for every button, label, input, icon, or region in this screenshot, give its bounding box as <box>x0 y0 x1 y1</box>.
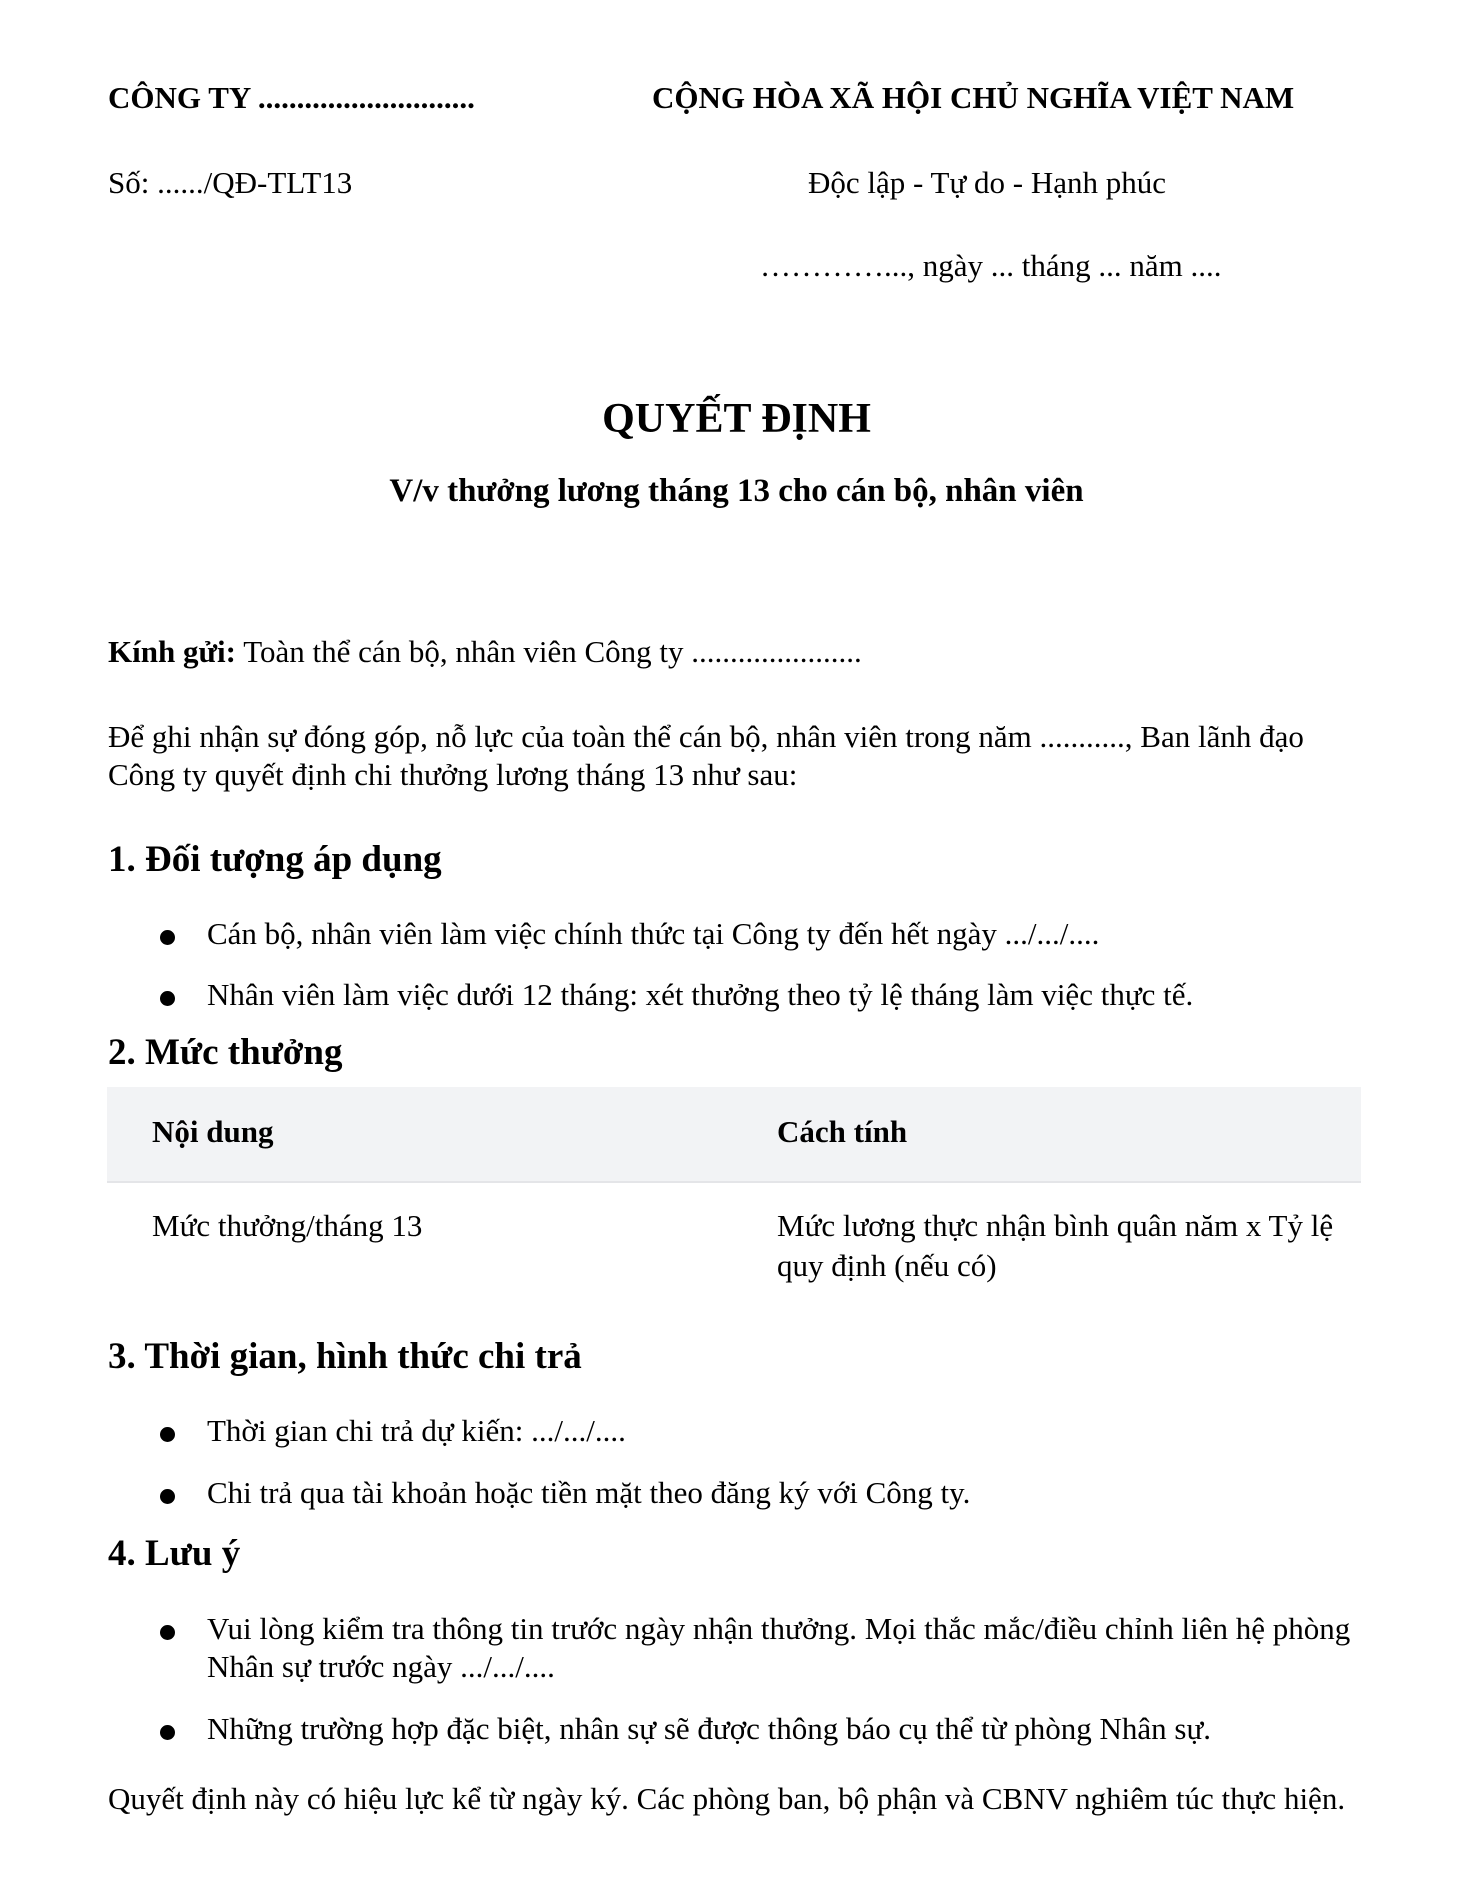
column-header-calculation: Cách tính <box>777 1114 908 1149</box>
section-heading-1: 1. Đối tượng áp dụng <box>108 839 442 880</box>
salutation <box>108 633 862 671</box>
section-heading-3: 3. Thời gian, hình thức chi trả <box>108 1336 582 1377</box>
salutation-text: Toàn thể cán bộ, nhân viên Công ty ...................... <box>236 634 862 669</box>
bullet-icon <box>160 991 175 1006</box>
document-number: Số: ....../QĐ-TLT13 <box>108 165 353 200</box>
document-title: QUYẾT ĐỊNH <box>602 396 871 442</box>
list-item-text: Chi trả qua tài khoản hoặc tiền mặt theo đăng ký với Công ty. <box>207 1475 971 1510</box>
national-title: CỘNG HÒA XÃ HỘI CHỦ NGHĨA VIỆT NAM <box>652 80 1295 115</box>
bullet-icon <box>160 1625 175 1640</box>
place-date-line: …………..., ngày ... tháng ... năm .... <box>760 248 1222 283</box>
column-header-content: Nội dung <box>152 1114 274 1149</box>
company-name: CÔNG TY ............................ <box>108 80 475 115</box>
closing-paragraph: Quyết định này có hiệu lực kể từ ngày ký. Các phòng ban, bộ phận và CBNV nghiêm túc thực hiện. <box>108 1781 1346 1816</box>
list-item-text: Nhân viên làm việc dưới 12 tháng: xét thưởng theo tỷ lệ tháng làm việc thực tế. <box>207 977 1194 1012</box>
table-header <box>107 1087 1361 1183</box>
list-item-text: Vui lòng kiểm tra thông tin trước ngày nhận thưởng. Mọi thắc mắc/điều chỉnh liên hệ phòng Nhân sự trước ngày .../.../.... <box>207 1611 1351 1684</box>
intro-paragraph: Để ghi nhận sự đóng góp, nỗ lực của toàn thể cán bộ, nhân viên trong năm ..........., Ban lãnh đạo Công ty quyết định chi thưởng lương tháng 13 như sau: <box>108 719 1304 792</box>
bullet-icon <box>160 1725 175 1740</box>
section-heading-2: 2. Mức thưởng <box>108 1032 343 1073</box>
document-subtitle: V/v thưởng lương tháng 13 cho cán bộ, nhân viên <box>389 473 1084 509</box>
list-item-text: Cán bộ, nhân viên làm việc chính thức tại Công ty đến hết ngày .../.../.... <box>207 916 1100 951</box>
national-motto: Độc lập - Tự do - Hạnh phúc <box>808 165 1166 200</box>
table-cell: Mức thưởng/tháng 13 <box>152 1208 423 1243</box>
list-item-text: Thời gian chi trả dự kiến: .../.../.... <box>207 1413 626 1448</box>
table-cell: Mức lương thực nhận bình quân năm x Tỷ lệ quy định (nếu có) <box>777 1208 1334 1283</box>
section-heading-4: 4. Lưu ý <box>108 1533 241 1574</box>
list-item-text: Những trường hợp đặc biệt, nhân sự sẽ được thông báo cụ thể từ phòng Nhân sự. <box>207 1711 1212 1746</box>
bullet-icon <box>160 1489 175 1504</box>
salutation-label: Kính gửi: <box>108 634 236 669</box>
bullet-icon <box>160 930 175 945</box>
bullet-icon <box>160 1427 175 1442</box>
